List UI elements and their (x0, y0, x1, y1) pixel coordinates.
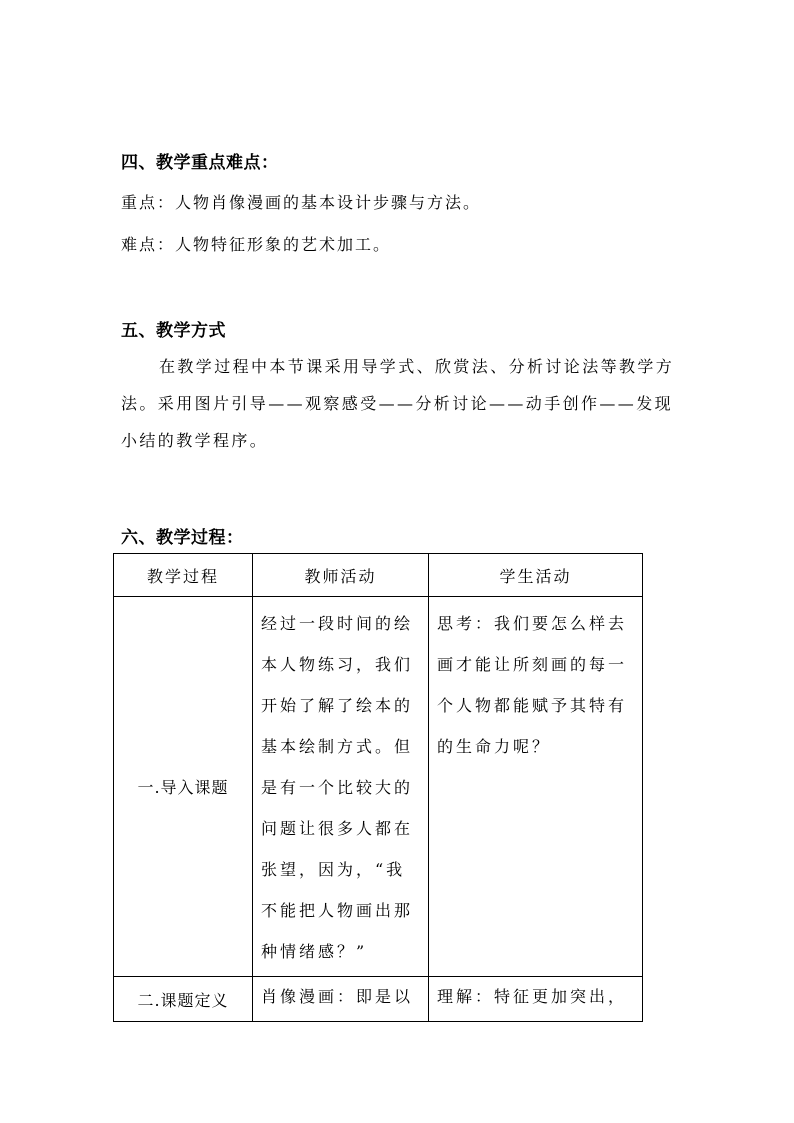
stage-cell (114, 977, 253, 1022)
student-activity-text: 思考：我们要怎么样去画才能让所刻画的每一个人物都能赋予其特有的生命力呢？ (437, 614, 628, 756)
teacher-activity-cell (253, 597, 429, 977)
student-activity-cell (429, 597, 643, 977)
teacher-activity-text: 肖像漫画：即是以 (261, 987, 414, 1006)
difficult-point-text: 难点：人物特征形象的艺术加工。 (121, 235, 392, 254)
table-header-row (114, 554, 643, 597)
table-row (114, 597, 643, 977)
teacher-activity-text: 经过一段时间的绘本人物练习，我们开始了解了绘本的基本绘制方式。但是有一个比较大的问题让很多人都在张望，因为，“我不能把人物画出那种情绪感？” (261, 614, 414, 961)
key-point-text: 重点：人物肖像漫画的基本设计步骤与方法。 (121, 193, 482, 212)
teaching-method-paragraph: 在教学过程中本节课采用导学式、欣赏法、分析讨论法等教学方法。采用图片引导——观察感受——分析讨论——动手创作——发现小结的教学程序。 (121, 357, 675, 450)
header-teacher-activity: 教师活动 (253, 554, 429, 597)
stage-cell (114, 597, 253, 977)
teaching-process-table (113, 553, 643, 1022)
stage-label: 一.导入课题 (137, 778, 229, 797)
section-4-heading: 四、教学重点难点： (121, 153, 279, 173)
section-6-heading: 六、教学过程： (121, 528, 244, 548)
header-student-activity: 学生活动 (429, 554, 643, 597)
header-stage: 教学过程 (114, 554, 253, 597)
student-activity-cell (429, 977, 643, 1022)
section-5-heading: 五、教学方式 (121, 321, 226, 341)
student-activity-text: 理解：特征更加突出， (437, 987, 628, 1006)
teacher-activity-cell (253, 977, 429, 1022)
stage-label: 二.课题定义 (137, 990, 229, 1010)
table-row (114, 977, 643, 1022)
